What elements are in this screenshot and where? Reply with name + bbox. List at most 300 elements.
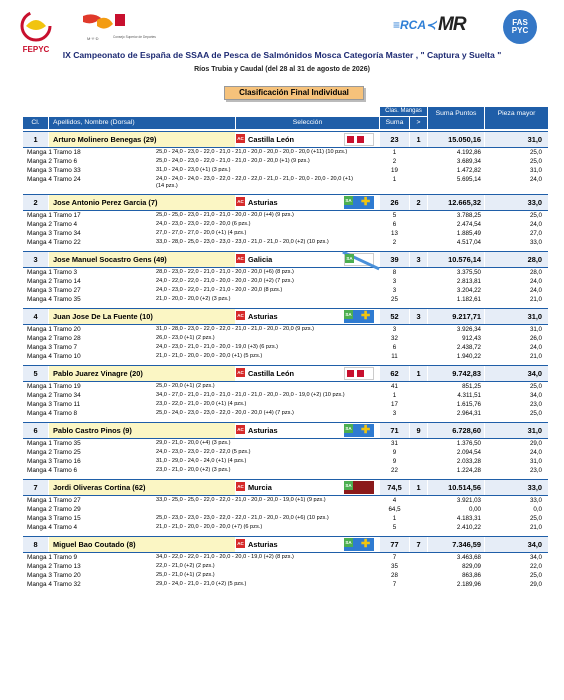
manga-points: 2.094,54 (456, 449, 481, 456)
competitor-name: Miguel Bao Coutado (8) (49, 537, 235, 552)
competitor-largest-piece: 34,0 (485, 537, 548, 552)
competitor-points: 12.665,32 (428, 195, 484, 210)
region-flag-icon (344, 196, 374, 209)
competitor-greater: 1 (410, 132, 427, 147)
manga-label: Manga 3 Tramo 33 (27, 167, 81, 174)
manga-suma: 3 (392, 326, 397, 333)
manga-suma: 7 (392, 581, 397, 588)
col-cl: Cl. (23, 117, 48, 129)
manga-suma: 8 (392, 269, 397, 276)
manga-row (23, 562, 548, 571)
manga-largest-piece: 23,0 (529, 401, 542, 408)
competitor-greater: 3 (410, 252, 427, 267)
manga-row (23, 514, 548, 523)
manga-row (23, 211, 548, 220)
competitor-region: Galicia (248, 255, 273, 264)
competitor-largest-piece: 31,0 (485, 309, 548, 324)
competitor-points: 15.050,16 (428, 132, 484, 147)
manga-catches: 31,0 - 24,0 - 23,0 (+1) (3 pzs.) (156, 167, 231, 173)
competitor-greater: 2 (410, 195, 427, 210)
mr-logo: MR (438, 14, 466, 35)
column-headers (23, 107, 548, 129)
competitor-block (23, 365, 548, 418)
manga-largest-piece: 28,0 (529, 269, 542, 276)
page-subtitle: Ríos Trubia y Caudal (del 28 al 31 de agosto de 2026) (194, 66, 370, 73)
competitor-points: 10.576,14 (428, 252, 484, 267)
competitor-largest-piece: 33,0 (485, 195, 548, 210)
competitor-rank: 1 (23, 132, 48, 147)
manga-suma: 25 (391, 296, 398, 303)
manga-points: 0,00 (468, 506, 481, 513)
competitor-block (23, 251, 548, 304)
manga-suma: 22 (391, 467, 398, 474)
competitor-greater: 7 (410, 537, 427, 552)
manga-points: 1.615,76 (456, 401, 481, 408)
manga-largest-piece: 34,0 (529, 392, 542, 399)
competitor-block (23, 194, 548, 247)
manga-largest-piece: 22,0 (529, 563, 542, 570)
manga-catches: 24,0 - 23,0 - 21,0 - 21,0 - 20,0 - 19,0 (+3) (6 pzs.) (156, 344, 279, 350)
manga-points: 2.474,54 (456, 221, 481, 228)
manga-suma: 3 (392, 410, 397, 417)
competitor-name: Jose Manuel Socastro Gens (49) (49, 252, 235, 267)
manga-largest-piece: 25,0 (529, 149, 542, 156)
manga-largest-piece: 29,0 (529, 581, 542, 588)
manga-label: Manga 3 Tramo 15 (27, 515, 81, 522)
manga-catches: 33,0 - 25,0 - 25,0 - 22,0 - 22,0 - 21,0 - 20,0 - 20,0 - 19,0 (+1) (9 pzs.) (156, 497, 326, 503)
manga-catches: 29,0 - 24,0 - 21,0 - 21,0 (+2) (5 pzs.) (156, 581, 247, 587)
competitor-largest-piece: 34,0 (485, 366, 548, 381)
manga-largest-piece: 26,0 (529, 335, 542, 342)
manga-label: Manga 1 Tramo 3 (27, 269, 78, 276)
csd-logo-text: Consejo Superior de Deportes (113, 35, 156, 39)
competitor-points: 6.728,60 (428, 423, 484, 438)
manga-catches: 25,0 - 24,0 - 23,0 - 23,0 - 22,0 - 20,0 - 20,0 (+4) (7 pzs.) (156, 410, 294, 416)
manga-catches: 24,0 - 23,0 - 23,0 - 22,0 - 20,0 (6 pzs.) (156, 221, 251, 227)
competitor-block (23, 422, 548, 475)
manga-catches: 25,0 - 20,0 (+1) (2 pzs.) (156, 383, 215, 389)
manga-row (23, 286, 548, 295)
manga-points: 3.375,50 (456, 269, 481, 276)
manga-suma: 31 (391, 440, 398, 447)
manga-label: Manga 2 Tramo 4 (27, 221, 78, 228)
manga-label: Manga 1 Tramo 19 (27, 383, 81, 390)
manga-catches: 25,0 - 21,0 (+1) (2 pzs.) (156, 572, 215, 578)
manga-catches: 26,0 - 23,0 (+1) (2 pzs.) (156, 335, 215, 341)
manga-points: 2.438,72 (456, 344, 481, 351)
manga-suma: 32 (391, 335, 398, 342)
competitor-largest-piece: 28,0 (485, 252, 548, 267)
manga-label: Manga 2 Tramo 13 (27, 563, 81, 570)
manga-points: 3.926,34 (456, 326, 481, 333)
manga-catches: 24,0 - 22,0 - 22,0 - 21,0 - 20,0 - 20,0 - 20,0 (+2) (7 pzs.) (156, 278, 294, 284)
manga-largest-piece: 24,0 (529, 278, 542, 285)
manga-points: 1.472,82 (456, 167, 481, 174)
competitor-region: Asturias (248, 426, 278, 435)
manga-points: 2.033,28 (456, 458, 481, 465)
manga-label: Manga 1 Tramo 20 (27, 326, 81, 333)
competitor-suma: 39 (380, 252, 409, 267)
competitor-region: Asturias (248, 312, 278, 321)
competitor-row (23, 422, 548, 439)
manga-row (23, 166, 548, 175)
autonomous-community-badge: AC (237, 370, 244, 375)
manga-label: Manga 1 Tramo 18 (27, 149, 81, 156)
manga-catches: 21,0 - 20,0 - 20,0 (+2) (3 pzs.) (156, 296, 231, 302)
manga-points: 3.689,34 (456, 158, 481, 165)
manga-row (23, 448, 548, 457)
manga-row (23, 334, 548, 343)
manga-catches: 31,0 - 29,0 - 24,0 - 24,0 (+1) (4 pzs.) (156, 458, 247, 464)
manga-label: Manga 2 Tramo 29 (27, 506, 81, 513)
manga-largest-piece: 25,0 (529, 212, 542, 219)
manga-label: Manga 1 Tramo 27 (27, 497, 81, 504)
autonomous-community-badge: AC (237, 427, 244, 432)
manga-label: Manga 2 Tramo 14 (27, 278, 81, 285)
manga-suma: 5 (392, 524, 397, 531)
manga-label: Manga 1 Tramo 17 (27, 212, 81, 219)
manga-points: 851,25 (462, 383, 481, 390)
manga-row (23, 457, 548, 466)
manga-label: Manga 3 Tramo 27 (27, 287, 81, 294)
manga-largest-piece: 25,0 (529, 572, 542, 579)
autonomous-community-badge: AC (237, 541, 244, 546)
manga-points: 3.921,03 (456, 497, 481, 504)
competitor-row (23, 536, 548, 553)
manga-catches: 34,0 - 27,0 - 21,0 - 21,0 - 21,0 - 21,0 - 21,0 - 20,0 - 20,0 - 19,0 (+2) (10 pzs.) (156, 392, 345, 398)
manga-row (23, 277, 548, 286)
manga-suma: 1 (392, 176, 397, 183)
competitor-name: Jose Antonio Perez Garcia (7) (49, 195, 235, 210)
competitor-row (23, 365, 548, 382)
rca-logo: ≡RCA≺ (393, 18, 437, 32)
competitor-region: Castilla León (248, 369, 294, 378)
col-seleccion: Selección (236, 117, 379, 129)
manga-row (23, 325, 548, 334)
manga-largest-piece: 33,0 (529, 239, 542, 246)
csd-logo (75, 10, 156, 50)
manga-points: 2.189,96 (456, 581, 481, 588)
manga-points: 2.813,81 (456, 278, 481, 285)
manga-row (23, 175, 548, 190)
manga-catches: 25,0 - 23,0 - 23,0 - 23,0 - 22,0 - 22,0 - 21,0 - 20,0 - 20,0 (+6) (10 pzs.) (156, 515, 329, 521)
competitor-region: Asturias (248, 198, 278, 207)
manga-largest-piece: 23,0 (529, 467, 542, 474)
competitor-greater: 3 (410, 309, 427, 324)
competitor-suma: 62 (380, 366, 409, 381)
manga-catches: 25,0 - 24,0 - 23,0 - 22,0 - 21,0 - 21,0 - 20,0 - 20,0 (+1) (9 pzs.) (156, 158, 310, 164)
manga-catches: 25,0 - 24,0 - 23,0 - 22,0 - 21,0 - 21,0 - 20,0 - 20,0 - 20,0 - 20,0 (+11) (10 pzs.) (156, 149, 348, 155)
manga-suma: 3 (392, 287, 397, 294)
manga-row (23, 391, 548, 400)
competitor-row (23, 131, 548, 148)
region-flag-icon (344, 481, 374, 494)
manga-points: 3.788,25 (456, 212, 481, 219)
competitor-rank: 3 (23, 252, 48, 267)
manga-label: Manga 4 Tramo 10 (27, 353, 81, 360)
region-flag-icon (344, 310, 374, 323)
manga-row (23, 439, 548, 448)
competitor-block (23, 308, 548, 361)
manga-row (23, 553, 548, 562)
manga-points: 2.964,31 (456, 410, 481, 417)
manga-suma: 5 (392, 212, 397, 219)
competitor-suma: 71 (380, 423, 409, 438)
competitor-block (23, 479, 548, 532)
competitor-largest-piece: 31,0 (485, 132, 548, 147)
autonomous-community-badge: AC (237, 136, 244, 141)
manga-points: 1.376,50 (456, 440, 481, 447)
manga-suma: 2 (392, 158, 397, 165)
manga-largest-piece: 31,0 (529, 458, 542, 465)
competitor-suma: 52 (380, 309, 409, 324)
competitor-region: Murcia (248, 483, 272, 492)
manga-largest-piece: 31,0 (529, 326, 542, 333)
manga-row (23, 466, 548, 475)
manga-points: 4.517,04 (456, 239, 481, 246)
manga-row (23, 496, 548, 505)
manga-suma: 4 (392, 497, 397, 504)
manga-row (23, 268, 548, 277)
competitor-region: Castilla León (248, 135, 294, 144)
manga-catches: 25,0 - 25,0 - 23,0 - 21,0 - 21,0 - 20,0 - 20,0 (+4) (9 pzs.) (156, 212, 294, 218)
manga-label: Manga 4 Tramo 6 (27, 467, 78, 474)
manga-largest-piece: 27,0 (529, 230, 542, 237)
manga-suma: 41 (391, 383, 398, 390)
competitor-points: 9.217,71 (428, 309, 484, 324)
region-flag-icon (344, 133, 374, 146)
manga-suma: 35 (391, 563, 398, 570)
manga-label: Manga 2 Tramo 28 (27, 335, 81, 342)
competitor-row (23, 194, 548, 211)
autonomous-community-badge: AC (237, 256, 244, 261)
manga-catches: 34,0 - 22,0 - 22,0 - 21,0 - 20,0 - 20,0 - 19,0 (+2) (8 pzs.) (156, 554, 294, 560)
manga-catches (156, 505, 361, 506)
manga-row (23, 382, 548, 391)
autonomous-community-badge: AC (237, 313, 244, 318)
manga-points: 912,43 (462, 335, 481, 342)
manga-row (23, 571, 548, 580)
manga-catches: 29,0 - 21,0 - 20,0 (+4) (3 pzs.) (156, 440, 231, 446)
competitor-name: Juan Jose De La Fuente (10) (49, 309, 235, 324)
col-name: Apellidos, Nombre (Dorsal) (49, 117, 235, 129)
manga-suma: 9 (392, 458, 397, 465)
manga-largest-piece: 24,0 (529, 287, 542, 294)
competitor-rank: 4 (23, 309, 48, 324)
manga-label: Manga 3 Tramo 16 (27, 458, 81, 465)
competitor-row (23, 479, 548, 496)
competitor-points: 9.742,83 (428, 366, 484, 381)
competitor-rank: 2 (23, 195, 48, 210)
manga-points: 2.410,22 (456, 524, 481, 531)
competitor-block (23, 131, 548, 190)
manga-points: 863,86 (462, 572, 481, 579)
manga-label: Manga 4 Tramo 8 (27, 410, 78, 417)
manga-row (23, 400, 548, 409)
manga-largest-piece: 24,0 (529, 344, 542, 351)
manga-suma: 1 (392, 149, 397, 156)
competitor-largest-piece: 31,0 (485, 423, 548, 438)
manga-points: 829,09 (462, 563, 481, 570)
competitor-suma: 77 (380, 537, 409, 552)
manga-label: Manga 3 Tramo 7 (27, 344, 78, 351)
col-suma-puntos: Suma Puntos (428, 107, 484, 129)
autonomous-community-badge: AC (237, 199, 244, 204)
manga-points: 1.182,61 (456, 296, 481, 303)
manga-points: 4.192,86 (456, 149, 481, 156)
manga-catches: 28,0 - 23,0 - 22,0 - 21,0 - 21,0 - 20,0 - 20,0 (+6) (8 pzs.) (156, 269, 294, 275)
manga-catches: 31,0 - 28,0 - 23,0 - 22,0 - 22,0 - 21,0 - 21,0 - 20,0 - 20,0 (9 pzs.) (156, 326, 314, 332)
manga-catches: 27,0 - 27,0 - 27,0 - 20,0 (+1) (4 pzs.) (156, 230, 247, 236)
manga-largest-piece: 21,0 (529, 296, 542, 303)
manga-largest-piece: 21,0 (529, 353, 542, 360)
manga-row (23, 523, 548, 532)
manga-suma: 13 (391, 230, 398, 237)
autonomous-community-badge: AC (237, 484, 244, 489)
manga-row (23, 157, 548, 166)
manga-catches: 24,0 - 23,0 - 22,0 - 21,0 - 21,0 - 20,0 - 20,0 (8 pzs.) (156, 287, 283, 293)
manga-suma: 1 (392, 515, 397, 522)
manga-label: Manga 2 Tramo 6 (27, 158, 78, 165)
region-flag-icon (344, 424, 374, 437)
region-flag-icon (344, 538, 374, 551)
manga-suma: 19 (391, 167, 398, 174)
manga-catches: 21,0 - 21,0 - 20,0 - 20,0 - 20,0 (+1) (5 pzs.) (156, 353, 263, 359)
col-suma: Suma (380, 117, 409, 129)
competitor-name: Pablo Castro Pinos (9) (49, 423, 235, 438)
manga-label: Manga 4 Tramo 35 (27, 296, 81, 303)
manga-label: Manga 4 Tramo 22 (27, 239, 81, 246)
manga-largest-piece: 33,0 (529, 497, 542, 504)
manga-label: Manga 2 Tramo 25 (27, 449, 81, 456)
manga-catches: 24,0 - 24,0 - 24,0 - 23,0 - 22,0 - 22,0 - 22,0 - 21,0 - 21,0 - 20,0 - 20,0 - 20,0 (+1) (14 pzs.) (156, 176, 353, 189)
manga-largest-piece: 21,0 (529, 524, 542, 531)
competitor-rank: 8 (23, 537, 48, 552)
manga-points: 4.311,51 (457, 392, 481, 399)
manga-row (23, 238, 548, 247)
region-flag-icon (344, 253, 374, 266)
manga-catches: 22,0 - 21,0 (+2) (2 pzs.) (156, 563, 215, 569)
manga-label: Manga 4 Tramo 32 (27, 581, 81, 588)
manga-label: Manga 3 Tramo 20 (27, 572, 81, 579)
region-flag-icon (344, 367, 374, 380)
manga-points: 5.695,14 (456, 176, 481, 183)
manga-row (23, 580, 548, 589)
manga-label: Manga 1 Tramo 9 (27, 554, 78, 561)
manga-label: Manga 3 Tramo 34 (27, 230, 81, 237)
competitor-row (23, 308, 548, 325)
manga-suma: 9 (392, 449, 397, 456)
manga-suma: 2 (392, 239, 397, 246)
manga-catches: 23,0 - 21,0 - 20,0 (+2) (3 pzs.) (156, 467, 231, 473)
svg-text:M·Y·D: M·Y·D (87, 36, 99, 41)
competitor-rank: 6 (23, 423, 48, 438)
classification-banner: Clasificación Final Individual (224, 86, 364, 100)
manga-label: Manga 3 Tramo 11 (27, 401, 81, 408)
manga-row (23, 148, 548, 157)
competitor-suma: 26 (380, 195, 409, 210)
competitor-name: Jordi Oliveras Cortina (62) (49, 480, 235, 495)
manga-label: Manga 2 Tramo 34 (27, 392, 81, 399)
manga-largest-piece: 24,0 (529, 176, 542, 183)
manga-largest-piece: 24,0 (529, 449, 542, 456)
manga-suma: 28 (391, 572, 398, 579)
manga-suma: 11 (391, 353, 398, 360)
fepyc-logo-text: FEPYC (22, 45, 50, 54)
competitor-rank: 7 (23, 480, 48, 495)
competitor-greater: 1 (410, 366, 427, 381)
manga-points: 1.885,49 (456, 230, 481, 237)
competitor-name: Arturo Molinero Benegas (29) (49, 132, 235, 147)
manga-catches: 33,0 - 28,0 - 25,0 - 23,0 - 23,0 - 23,0 - 21,0 - 21,0 - 20,0 (+2) (10 pzs.) (156, 239, 329, 245)
manga-points: 1.940,22 (456, 353, 481, 360)
manga-row (23, 295, 548, 304)
fas-pyc-logo: FAS PYC (503, 10, 537, 44)
competitor-largest-piece: 33,0 (485, 480, 548, 495)
manga-label: Manga 4 Tramo 24 (27, 176, 81, 183)
manga-suma: 1 (392, 392, 397, 399)
manga-largest-piece: 24,0 (529, 221, 542, 228)
competitor-region: Asturias (248, 540, 278, 549)
manga-row (23, 505, 548, 514)
manga-points: 4.183,31 (456, 515, 481, 522)
competitor-points: 10.514,56 (428, 480, 484, 495)
page-title: IX Campeonato de España de SSAA de Pesca de Salmónidos Mosca Categoría Master , " Captura y Suelta " (62, 50, 502, 60)
manga-suma: 6 (392, 221, 397, 228)
manga-suma: 17 (391, 401, 398, 408)
manga-largest-piece: 25,0 (529, 410, 542, 417)
manga-suma: 6 (392, 344, 397, 351)
competitor-greater: 9 (410, 423, 427, 438)
competitor-rank: 5 (23, 366, 48, 381)
manga-points: 1.224,28 (456, 467, 481, 474)
manga-catches: 24,0 - 23,0 - 23,0 - 22,0 - 22,0 (5 pzs.) (156, 449, 251, 455)
manga-catches: 23,0 - 22,0 - 21,0 - 20,0 (+1) (4 pzs.) (156, 401, 247, 407)
manga-points: 3.204,22 (456, 287, 481, 294)
manga-points: 3.463,68 (456, 554, 481, 561)
manga-catches: 21,0 - 21,0 - 20,0 - 20,0 - 20,0 (+7) (6 pzs.) (156, 524, 263, 530)
competitor-row (23, 251, 548, 268)
competitor-suma: 23 (380, 132, 409, 147)
manga-label: Manga 4 Tramo 4 (27, 524, 78, 531)
manga-suma: 7 (392, 554, 397, 561)
manga-suma: 64,5 (388, 506, 401, 513)
manga-suma: 3 (392, 278, 397, 285)
manga-largest-piece: 25,0 (529, 158, 542, 165)
competitor-block (23, 536, 548, 589)
manga-row (23, 352, 548, 361)
col-greater: > (410, 117, 427, 129)
results-table (23, 131, 548, 593)
manga-row (23, 229, 548, 238)
competitor-points: 7.346,59 (428, 537, 484, 552)
manga-row (23, 409, 548, 418)
manga-largest-piece: 31,0 (529, 167, 542, 174)
col-clas-mangas: Clas. Mangas (380, 107, 427, 116)
col-pieza-mayor: Pieza mayor (485, 107, 548, 129)
manga-row (23, 220, 548, 229)
manga-label: Manga 1 Tramo 35 (27, 440, 81, 447)
competitor-suma: 74,5 (380, 480, 409, 495)
competitor-greater: 1 (410, 480, 427, 495)
manga-largest-piece: 0,0 (533, 506, 542, 513)
manga-largest-piece: 34,0 (529, 554, 542, 561)
manga-row (23, 343, 548, 352)
manga-largest-piece: 29,0 (529, 440, 542, 447)
manga-largest-piece: 25,0 (529, 383, 542, 390)
competitor-name: Pablo Juarez Vinagre (20) (49, 366, 235, 381)
page-header (0, 0, 564, 106)
